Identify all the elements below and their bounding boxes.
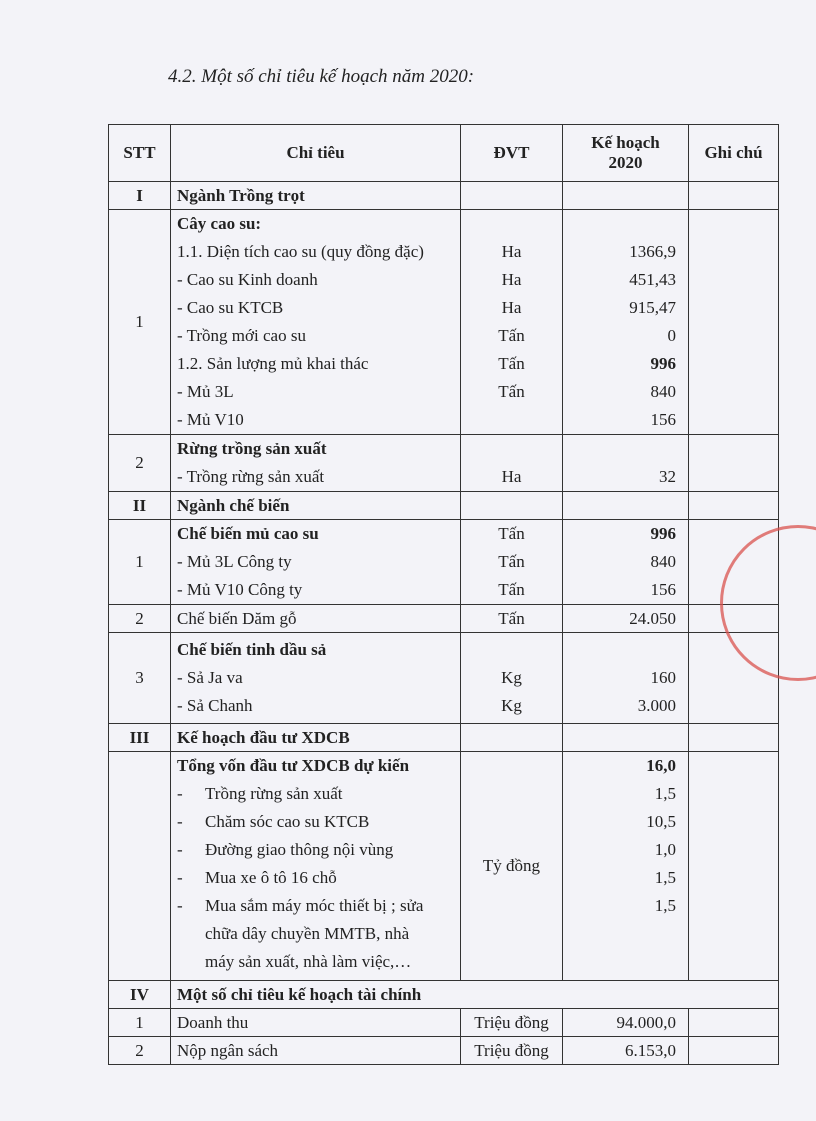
section-title: Một số chỉ tiêu kế hoạch tài chính <box>171 981 779 1009</box>
row-item: Chế biến tinh dầu sả <box>177 640 327 659</box>
row-units <box>461 210 563 435</box>
row-item: - Mủ V10 Công ty <box>177 580 303 599</box>
row-stt: 1 <box>109 520 171 605</box>
row-unit: Kg <box>501 696 522 715</box>
table-row <box>109 520 779 605</box>
row-unit: Triệu đồng <box>461 1009 563 1037</box>
row-unit: Tỷ đồng <box>461 752 563 981</box>
row-item: - Sả Ja va <box>177 668 243 687</box>
row-unit <box>467 636 556 664</box>
header-ghi-chu: Ghi chú <box>689 125 779 182</box>
row-value: 24.050 <box>563 605 689 633</box>
row-value: 3.000 <box>637 696 676 715</box>
section-row-1 <box>109 182 779 210</box>
row-item: - Mủ V10 <box>177 410 244 429</box>
row-item: - Sả Chanh <box>177 696 253 715</box>
row-value: 996 <box>650 524 676 543</box>
header-chi-tieu: Chỉ tiêu <box>171 125 461 182</box>
header-ke-hoach <box>563 125 689 182</box>
row-stt: 2 <box>109 605 171 633</box>
row-value: 1,5 <box>654 896 676 915</box>
row-unit: Ha <box>501 242 522 261</box>
row-value <box>569 636 676 664</box>
row-value: 1366,9 <box>629 242 676 261</box>
header-ke-hoach-line2: 2020 <box>608 153 643 172</box>
row-item: 1.1. Diện tích cao su (quy đồng đặc) <box>177 242 424 261</box>
row-item: - Cao su Kinh doanh <box>177 270 318 289</box>
row-unit: Kg <box>501 668 522 687</box>
row-item: - Mua xe ô tô 16 chỗ <box>177 868 337 887</box>
row-stt: 2 <box>109 1037 171 1065</box>
row-unit: Tấn <box>498 552 525 571</box>
row-unit: Tấn <box>498 382 525 401</box>
row-unit: Triệu đồng <box>461 1037 563 1065</box>
row-item: - Mua sắm máy móc thiết bị ; sửa <box>177 896 424 915</box>
row-items <box>171 435 461 492</box>
row-unit: Tấn <box>498 326 525 345</box>
row-item: - Mủ 3L Công ty <box>177 552 292 571</box>
table-row <box>109 605 779 633</box>
row-value: 996 <box>650 354 676 373</box>
row-item: - Cao su KTCB <box>177 298 284 317</box>
row-value <box>569 435 676 463</box>
section-title: Ngành Trồng trọt <box>171 182 461 210</box>
row-unit: Tấn <box>498 354 525 373</box>
row-value: 94.000,0 <box>563 1009 689 1037</box>
row-value: 156 <box>650 410 676 429</box>
row-item: Nộp ngân sách <box>171 1037 461 1065</box>
header-ke-hoach-line1: Kế hoạch <box>591 133 660 152</box>
row-stt: 1 <box>109 1009 171 1037</box>
row-value: 451,43 <box>629 270 676 289</box>
row-item: Cây cao su: <box>177 214 262 233</box>
row-unit <box>467 210 556 238</box>
section-title: Ngành chế biến <box>171 492 461 520</box>
row-unit: Tấn <box>461 605 563 633</box>
header-stt: STT <box>109 125 171 182</box>
row-value: 160 <box>650 668 676 687</box>
row-item: chữa dây chuyền MMTB, nhà <box>205 924 410 943</box>
row-value: 915,47 <box>629 298 676 317</box>
row-item: 1.2. Sản lượng mủ khai thác <box>177 354 369 373</box>
table-row <box>109 752 779 981</box>
row-value: 6.153,0 <box>563 1037 689 1065</box>
row-item: - Trồng rừng sản xuất <box>177 467 325 486</box>
row-unit: Ha <box>501 270 522 289</box>
plan-table <box>108 124 779 1065</box>
row-item: Doanh thu <box>171 1009 461 1037</box>
row-value: 1,5 <box>654 784 676 803</box>
row-item: - Đường giao thông nội vùng <box>177 840 394 859</box>
section-title: Kế hoạch đầu tư XDCB <box>171 724 461 752</box>
row-unit <box>467 406 556 434</box>
row-stt: 1 <box>109 210 171 435</box>
row-item: Chế biến mủ cao su <box>177 524 319 543</box>
row-value: 10,5 <box>646 812 676 831</box>
header-dvt: ĐVT <box>461 125 563 182</box>
section-row-2 <box>109 492 779 520</box>
row-unit: Ha <box>501 467 522 486</box>
row-stt: 3 <box>109 633 171 724</box>
section-stt: IV <box>109 981 171 1009</box>
row-items <box>171 210 461 435</box>
row-value: 0 <box>667 326 676 345</box>
row-value: 840 <box>650 382 676 401</box>
row-item: máy sản xuất, nhà làm việc,… <box>205 952 412 971</box>
section-heading: 4.2. Một số chỉ tiêu kế hoạch năm 2020: <box>168 66 475 87</box>
row-value: 156 <box>650 580 676 599</box>
section-stt: III <box>109 724 171 752</box>
table-row <box>109 1037 779 1065</box>
section-stt: II <box>109 492 171 520</box>
table-header-row <box>109 125 779 182</box>
row-unit: Ha <box>501 298 522 317</box>
row-item: - Mủ 3L <box>177 382 234 401</box>
row-item: - Trồng mới cao su <box>177 326 306 345</box>
section-row-4 <box>109 981 779 1009</box>
row-item: Chế biến Dăm gỗ <box>171 605 461 633</box>
row-value: 16,0 <box>646 756 676 775</box>
row-value: 840 <box>650 552 676 571</box>
row-item: Rừng trồng sản xuất <box>177 439 327 458</box>
row-unit <box>467 435 556 463</box>
row-value <box>569 210 676 238</box>
row-value: 1,0 <box>654 840 676 859</box>
row-values <box>563 210 689 435</box>
row-stt: 2 <box>109 435 171 492</box>
section-row-3 <box>109 724 779 752</box>
row-value: 1,5 <box>654 868 676 887</box>
row-value: 32 <box>659 467 676 486</box>
row-item: - Chăm sóc cao su KTCB <box>177 812 370 831</box>
section-stt: I <box>109 182 171 210</box>
table-row <box>109 435 779 492</box>
table-row <box>109 633 779 724</box>
row-item: - Trồng rừng sản xuất <box>177 784 343 803</box>
row-unit: Tấn <box>498 524 525 543</box>
table-row <box>109 1009 779 1037</box>
row-item: Tổng vốn đầu tư XDCB dự kiến <box>177 756 410 775</box>
row-unit: Tấn <box>498 580 525 599</box>
table-row <box>109 210 779 435</box>
